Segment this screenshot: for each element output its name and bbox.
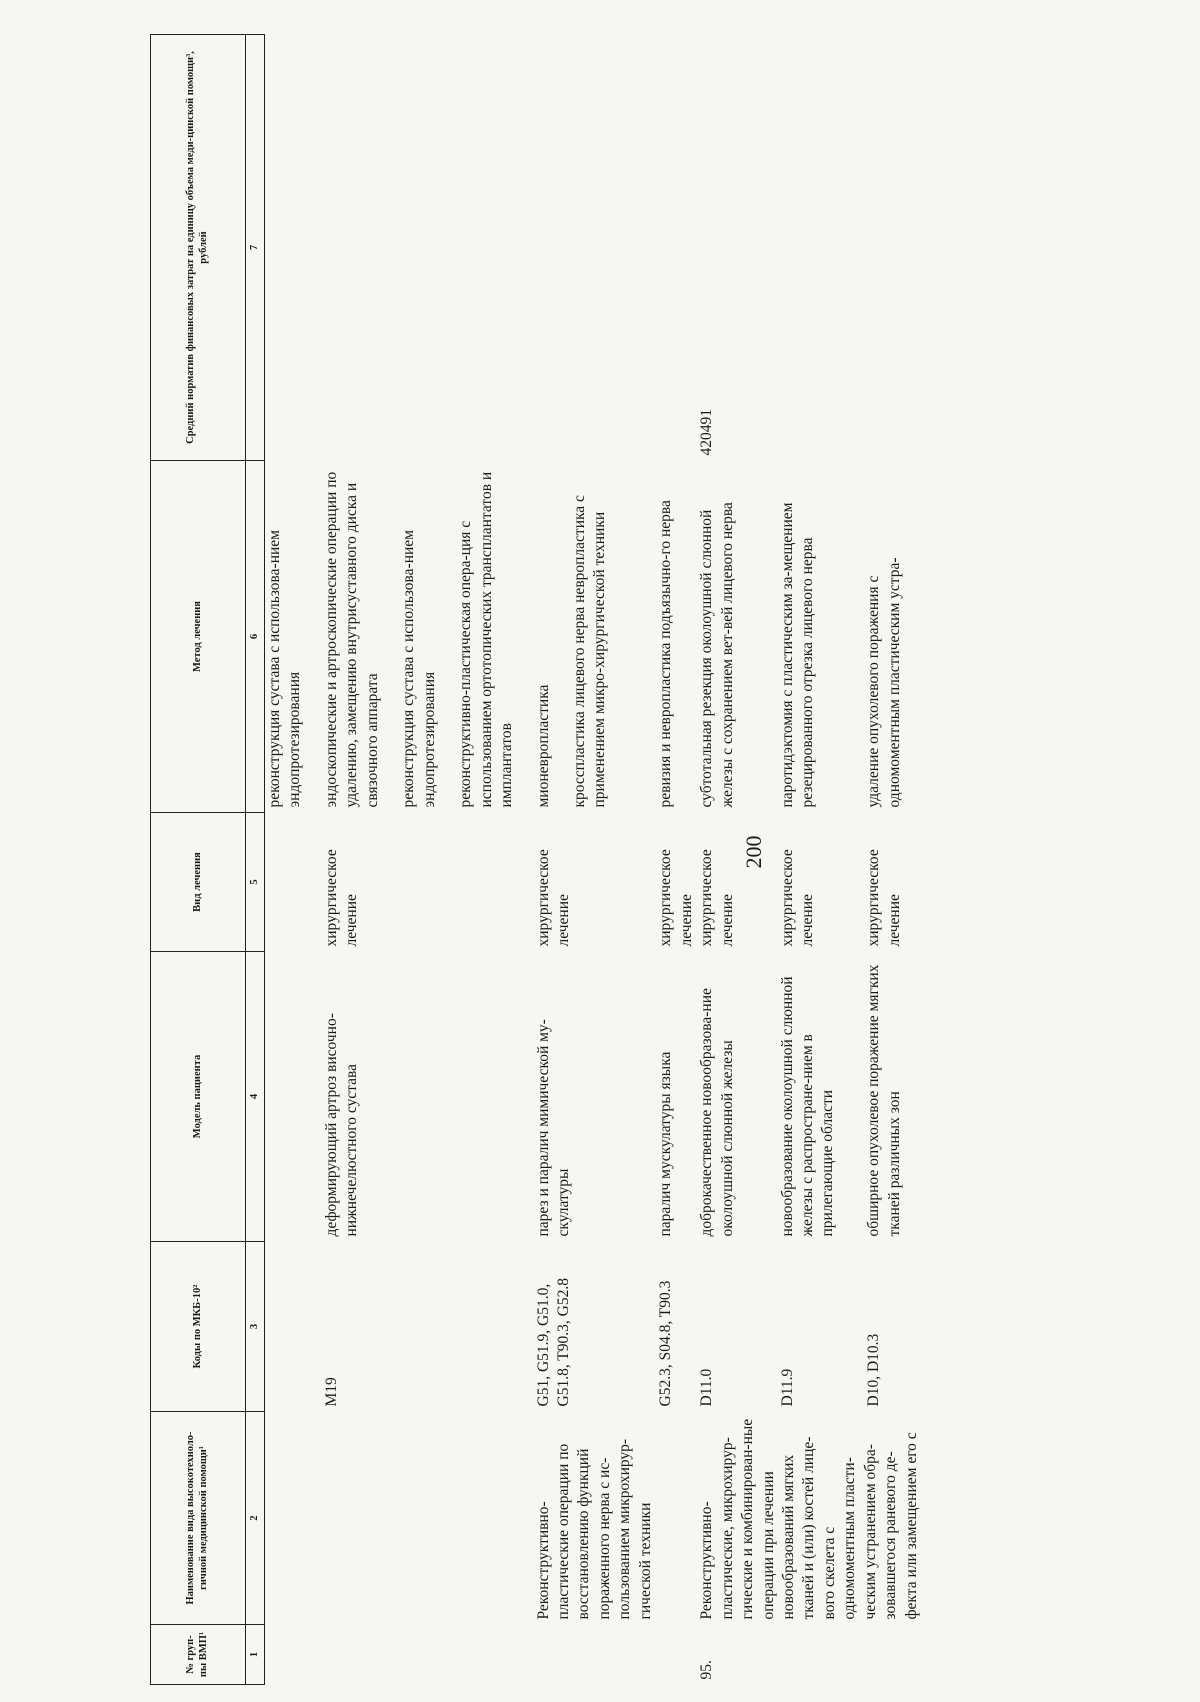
patient-model: доброкачественное новообразова-ние околоушной слюнной железы xyxy=(698,988,736,1237)
treatment-type: хирургическое лечение xyxy=(657,849,695,947)
table-row xyxy=(322,35,534,1685)
header-group-no: № груп-пы ВМП¹ xyxy=(151,1625,246,1685)
treatment-type: хирургическое лечение xyxy=(865,849,903,947)
header-treatment-method: Метод лечения xyxy=(151,461,246,813)
icd-codes: G51, G51.9, G51.0, G51.8, T90.3, G52.8 xyxy=(534,1278,572,1407)
treatment-method: кросспластика лицевого нерва невропластика с применением микро-хирургической техники xyxy=(570,495,609,808)
treatment-method: субтотальная резекция околоушной слюнной железы с сохранением вет-вей лицевого нерва xyxy=(698,502,736,808)
treatment-method: ревизия и невропластика подъязычно-го нерва xyxy=(657,500,675,808)
column-number: 7 xyxy=(246,35,265,461)
group-number xyxy=(534,1625,657,1685)
group-number: 95. xyxy=(698,1660,716,1680)
table-row xyxy=(265,35,322,1685)
group-number xyxy=(265,1625,322,1685)
care-type-name xyxy=(322,1412,534,1625)
icd-codes: D10, D10.3 xyxy=(865,1333,883,1407)
table-row xyxy=(656,35,697,1685)
care-type-name xyxy=(656,1412,697,1625)
care-type-name: Реконструктивно-пластические, микрохирур-гические и комбинирован-ные операции при лечении новообразований мягких тканей и (или) костей лице-вого скелета с одномоментным пласти-ческим устранением обра-зовавшегося раневого де-фекта или замещением его с xyxy=(698,1418,920,1620)
group-number xyxy=(864,1625,922,1685)
treatment-methods xyxy=(697,461,777,813)
cost-standard: 420491 xyxy=(698,409,716,456)
treatment-methods xyxy=(265,461,322,813)
group-number xyxy=(778,1625,865,1685)
icd-codes: D11.9 xyxy=(778,1368,796,1407)
treatment-type: хирургическое лечение xyxy=(698,849,736,947)
treatment-methods xyxy=(864,461,922,813)
treatment-method: реконструкция сустава с использова-нием эндопротезирования xyxy=(266,530,304,808)
cost-standard xyxy=(265,35,322,461)
table-row xyxy=(534,35,657,1685)
treatment-type xyxy=(265,813,322,952)
rotated-sheet xyxy=(150,35,1200,1685)
header-cost-standard: Средний норматив финансовых затрат на единицу объема меди-цинской помощи³, рублей xyxy=(151,35,246,461)
cost-standard xyxy=(864,35,922,461)
header-row xyxy=(151,35,246,1685)
treatment-method: удаление опухолевого поражения с одномоментным пластическим устра- xyxy=(865,557,903,808)
patient-model: деформирующий артроз височно-нижнечелюстного сустава xyxy=(322,1013,361,1237)
group-number xyxy=(656,1625,697,1685)
cost-standard xyxy=(534,35,657,461)
patient-model: паралич мускулатуры языка xyxy=(657,1051,675,1237)
treatment-methods xyxy=(778,461,865,813)
treatment-method: мионевропластика xyxy=(534,684,552,808)
column-number: 1 xyxy=(246,1625,265,1685)
header-patient-model: Модель пациента xyxy=(151,952,246,1242)
care-type-name: Реконструктивно-пластические операции по восстановлению функций пораженного нерва с ис-пользованием микрохирур-гической техники xyxy=(534,1438,654,1620)
icd-codes xyxy=(265,1242,322,1412)
icd-codes: M19 xyxy=(322,1377,340,1407)
treatment-type: хирургическое лечение xyxy=(534,849,572,947)
column-number: 2 xyxy=(246,1412,265,1625)
cost-standard xyxy=(322,35,534,461)
care-type-name xyxy=(265,1412,322,1625)
treatment-methods xyxy=(534,461,657,813)
column-number: 4 xyxy=(246,952,265,1242)
column-number: 6 xyxy=(246,461,265,813)
patient-model: новообразование околоушной слюнной железы с распростране-нием в прилегающие области xyxy=(778,976,837,1237)
patient-model xyxy=(265,952,322,1242)
header-treatment-type: Вид лечения xyxy=(151,813,246,952)
header-care-type: Наименование вида высокотехноло-гичной медицинской помощи¹ xyxy=(151,1412,246,1625)
table-row xyxy=(697,35,777,1685)
cost-standard xyxy=(656,35,697,461)
treatment-type: хирургическое лечение xyxy=(322,849,361,947)
treatment-method: реконструктивно-пластическая опера-ция с использованием ортотопических трансплантатов и имплантатов xyxy=(457,471,516,808)
cost-standard xyxy=(778,35,865,461)
patient-model: парез и паралич мимической му-скулатуры xyxy=(534,1019,572,1237)
medical-care-table xyxy=(150,34,922,1685)
treatment-method: эндоскопические и артроскопические операции по удалению, замещению внутрисуставного диска и связочного аппарата xyxy=(322,471,381,808)
treatment-method: паротидэктомия с пластическим за-мещением резецированного отрезка лицевого нерва xyxy=(778,502,817,808)
icd-codes: G52.3, S04.8, T90.3 xyxy=(657,1280,675,1407)
group-number xyxy=(322,1625,534,1685)
column-number-row xyxy=(246,35,265,1685)
page-number: 200 xyxy=(741,835,766,869)
icd-codes: D11.0 xyxy=(698,1368,716,1407)
treatment-type: хирургическое лечение xyxy=(778,849,817,947)
header-icd-codes: Коды по МКБ-10² xyxy=(151,1242,246,1412)
treatment-methods xyxy=(656,461,697,813)
column-number: 3 xyxy=(246,1242,265,1412)
patient-model: обширное опухолевое поражение мягких тканей различных зон xyxy=(865,964,903,1237)
treatment-method: реконструкция сустава с использова-нием эндопротезирования xyxy=(400,530,438,808)
column-number: 5 xyxy=(246,813,265,952)
treatment-methods xyxy=(322,461,534,813)
